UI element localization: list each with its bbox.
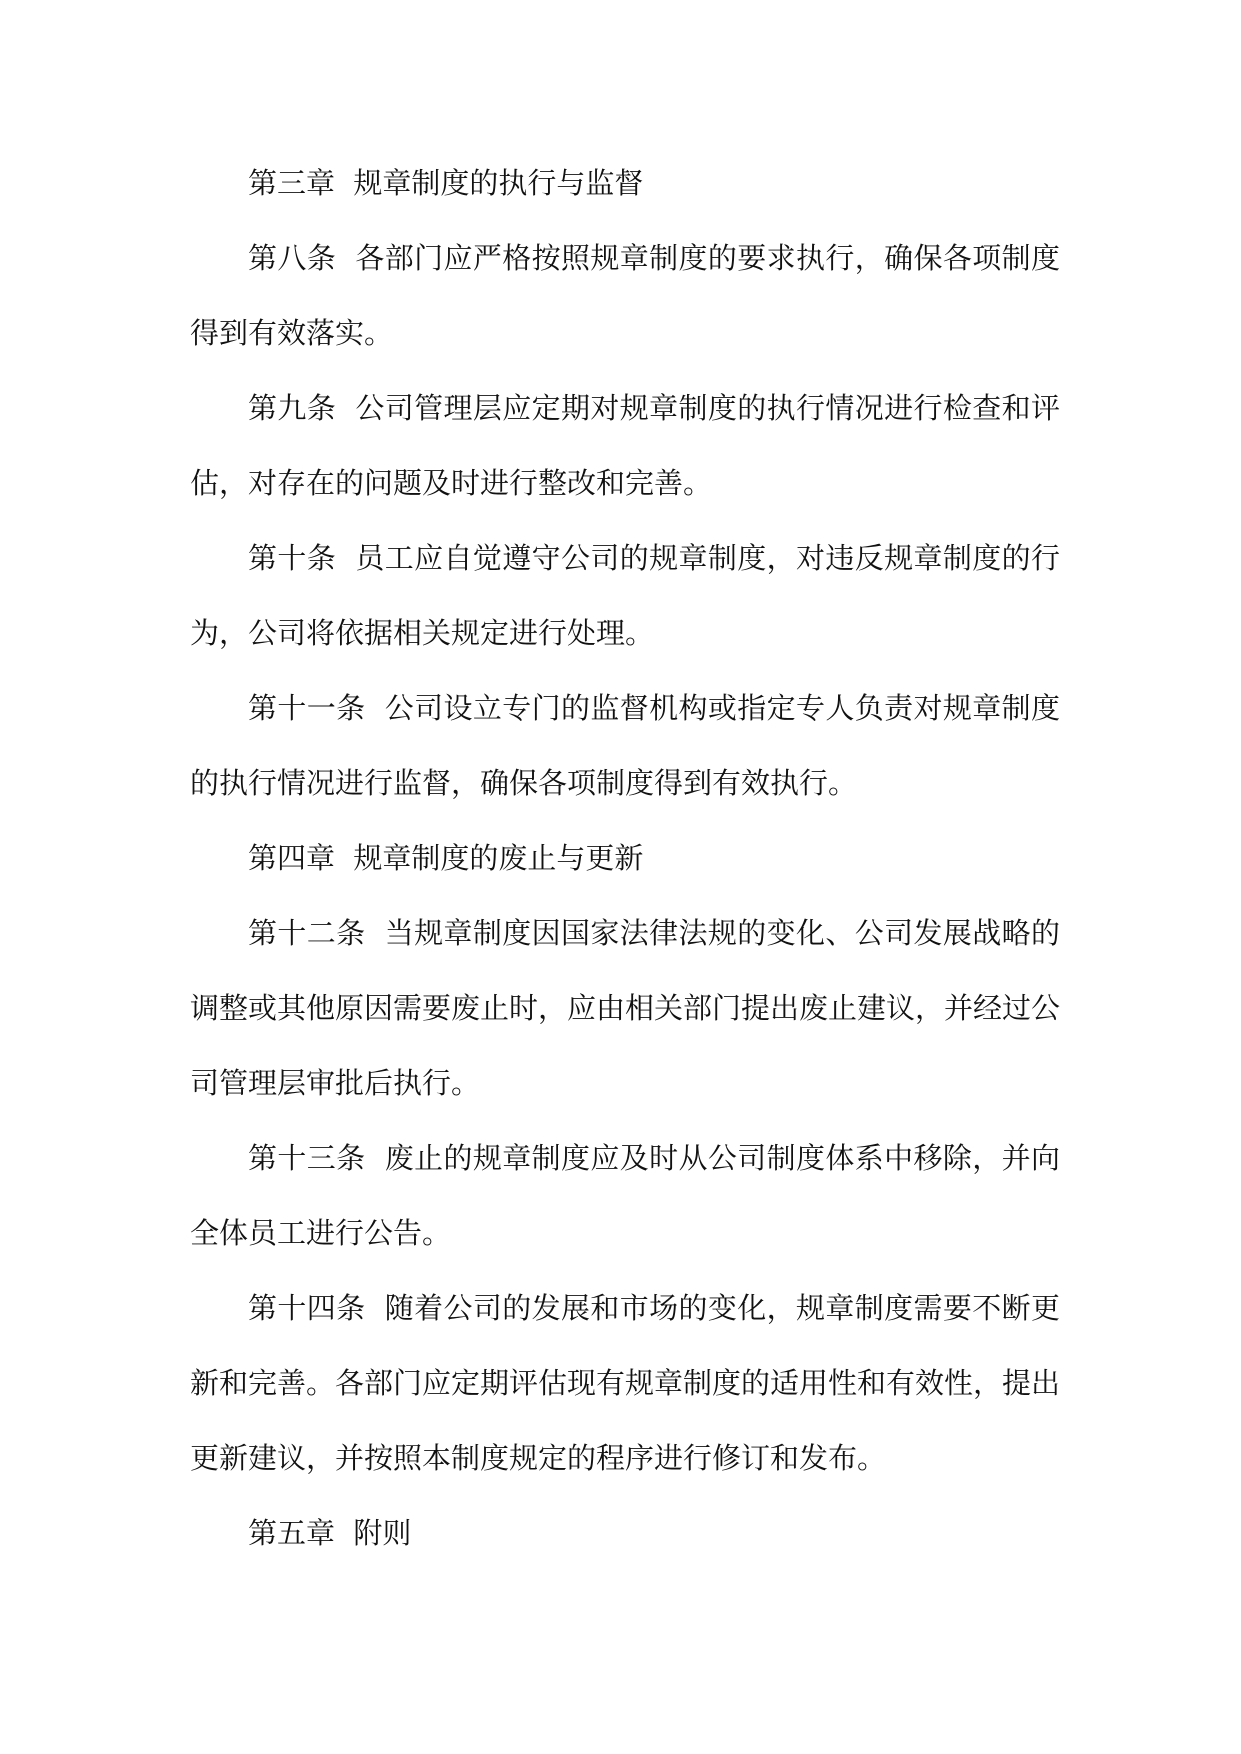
article-8: 第八条 各部门应严格按照规章制度的要求执行，确保各项制度得到有效落实。 <box>190 241 1060 350</box>
article-12: 第十二条 当规章制度因国家法律法规的变化、公司发展战略的调整或其他原因需要废止时，应由相关部门提出废止建议，并经过公司管理层审批后执行。 <box>190 916 1061 1100</box>
article-13: 第十三条 废止的规章制度应及时从公司制度体系中移除，并向全体员工进行公告。 <box>190 1141 1060 1250</box>
document-body <box>190 146 1060 1571</box>
article-10: 第十条 员工应自觉遵守公司的规章制度，对违反规章制度的行为，公司将依据相关规定进行处理。 <box>190 541 1060 650</box>
chapter-heading-4: 第四章 规章制度的废止与更新 <box>248 841 644 875</box>
article-9: 第九条 公司管理层应定期对规章制度的执行情况进行检查和评估，对存在的问题及时进行整改和完善。 <box>190 391 1060 500</box>
article-11: 第十一条 公司设立专门的监督机构或指定专人负责对规章制度的执行情况进行监督，确保各项制度得到有效执行。 <box>190 691 1060 800</box>
article-14: 第十四条 随着公司的发展和市场的变化，规章制度需要不断更新和完善。各部门应定期评估现有规章制度的适用性和有效性，提出更新建议，并按照本制度规定的程序进行修订和发布。 <box>190 1291 1061 1475</box>
chapter-heading-5: 第五章 附则 <box>248 1516 412 1550</box>
chapter-heading-3: 第三章 规章制度的执行与监督 <box>248 166 644 200</box>
